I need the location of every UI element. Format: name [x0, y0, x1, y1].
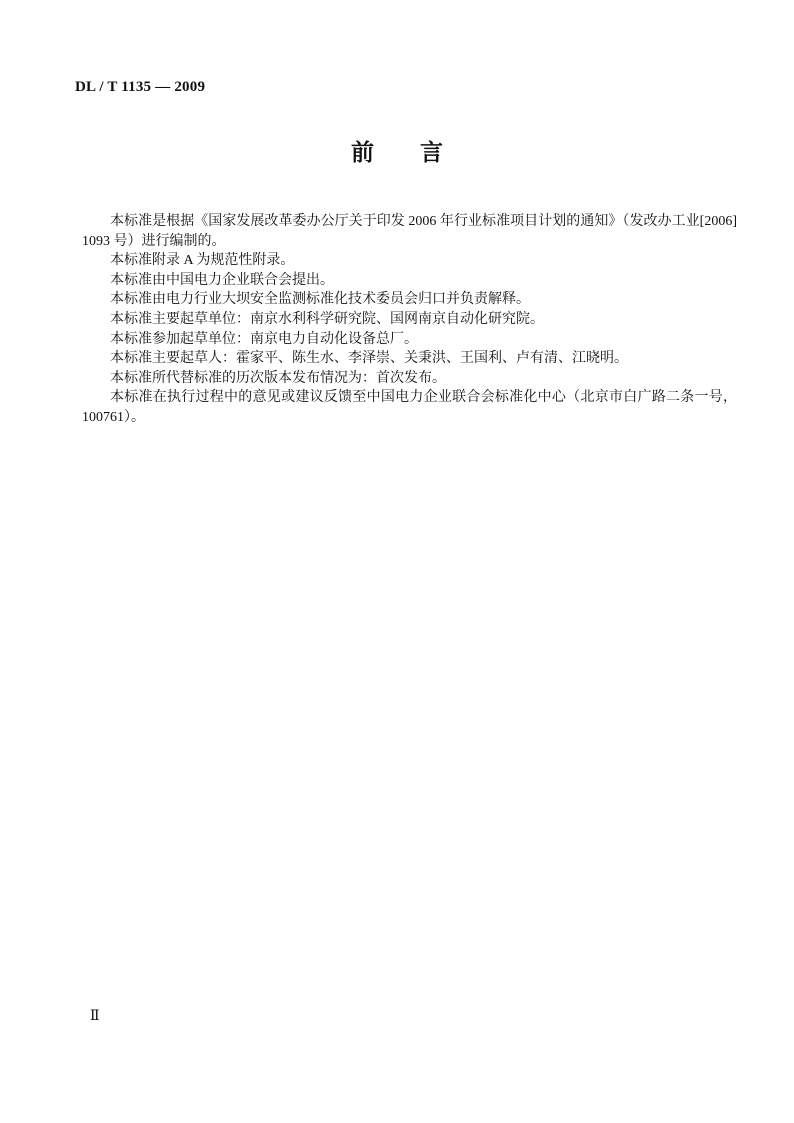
paragraph: 本标准是根据《国家发展改革委办公厅关于印发 2006 年行业标准项目计划的通知》（发改办工业[2006] 1093 号）进行编制的。 [82, 214, 737, 249]
page-title: 前 言 [351, 140, 443, 165]
page-number: Ⅱ [90, 1009, 100, 1024]
paragraph: 本标准主要起草单位：南京水利科学研究院、国网南京自动化研究院。 [110, 311, 544, 327]
standard-number-header: DL / T 1135 — 2009 [75, 79, 206, 95]
foreword-body [82, 212, 737, 428]
paragraph: 本标准主要起草人：霍家平、陈生水、李泽崇、关秉洪、王国利、卢有清、江晓明。 [110, 351, 628, 367]
paragraph: 本标准参加起草单位：南京电力自动化设备总厂。 [110, 331, 418, 347]
paragraph: 本标准附录 A 为规范性附录。 [110, 253, 295, 269]
paragraph: 本标准在执行过程中的意见或建议反馈至中国电力企业联合会标准化中心（北京市白广路二条一号，100761）。 [82, 390, 737, 425]
paragraph: 本标准由电力行业大坝安全监测标准化技术委员会归口并负责解释。 [110, 292, 530, 308]
paragraph: 本标准所代替标准的历次版本发布情况为：首次发布。 [110, 370, 446, 386]
paragraph: 本标准由中国电力企业联合会提出。 [110, 272, 334, 288]
